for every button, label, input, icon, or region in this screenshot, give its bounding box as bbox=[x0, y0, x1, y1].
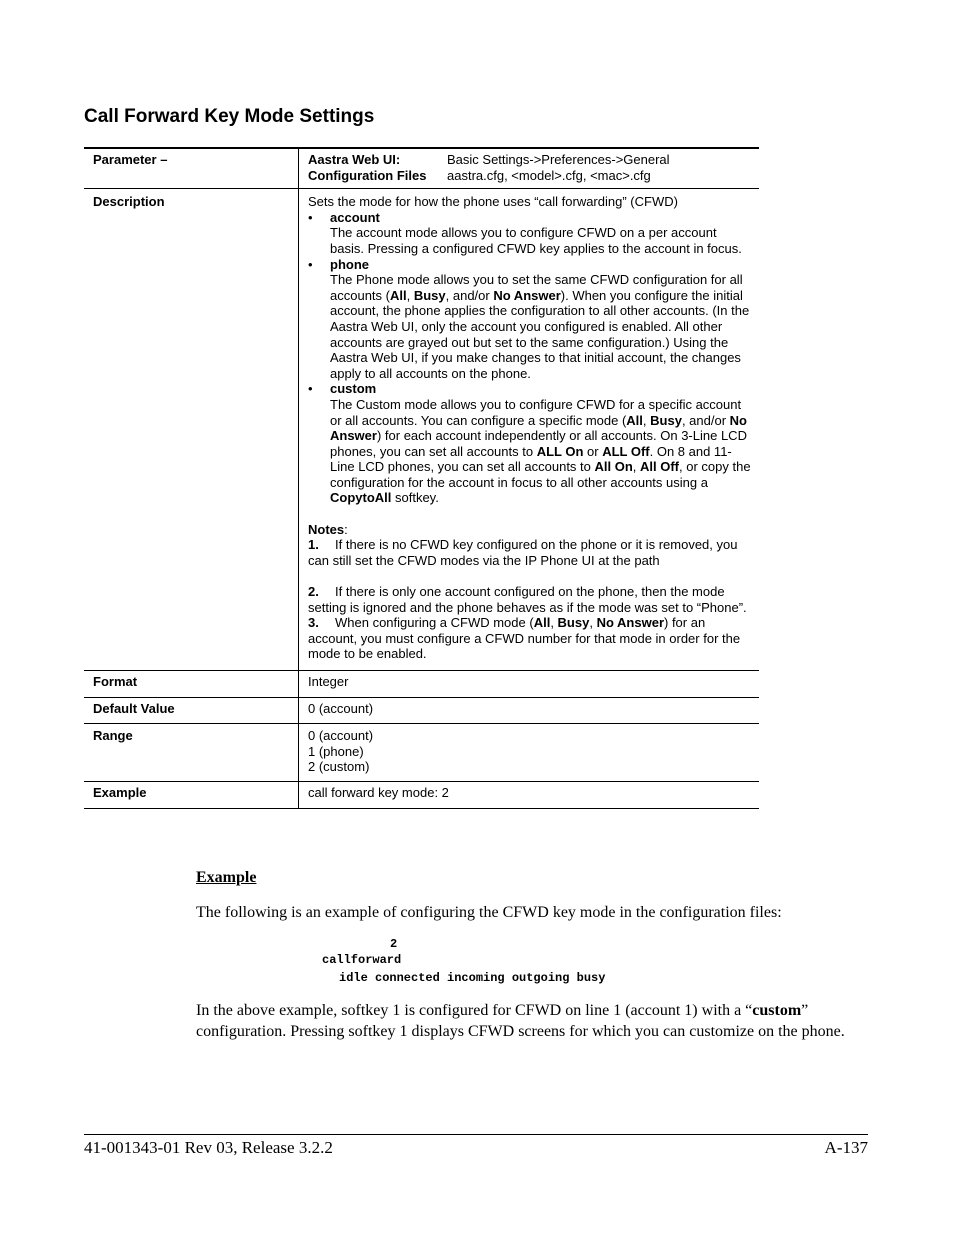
parameter-source-cell bbox=[299, 148, 760, 189]
code-line: 2 bbox=[390, 937, 398, 951]
description-cell bbox=[299, 189, 760, 671]
example-label: Example bbox=[84, 781, 299, 808]
web-ui-label: Aastra Web UI: bbox=[308, 152, 401, 167]
range-value: 2 (custom) bbox=[308, 759, 370, 775]
notes-block bbox=[308, 522, 751, 662]
format-label: Format bbox=[84, 671, 299, 698]
notes-heading: Notes: bbox=[308, 521, 348, 537]
phone-mode-name: phone bbox=[330, 256, 369, 272]
description-row bbox=[84, 189, 759, 671]
code-line: callforward bbox=[322, 953, 402, 967]
config-files-label: Configuration Files bbox=[308, 167, 427, 183]
parameter-table bbox=[84, 147, 759, 809]
range-row bbox=[84, 724, 759, 782]
page-title: Call Forward Key Mode Settings bbox=[84, 106, 375, 127]
example-row bbox=[84, 781, 759, 808]
parameter-label: Parameter – bbox=[84, 148, 299, 189]
example-intro: The following is an example of configuring the CFWD key mode in the configuration files: bbox=[196, 904, 782, 921]
config-files-value: aastra.cfg, <model>.cfg, <mac>.cfg bbox=[447, 167, 651, 183]
note-2: 2. If there is only one account configured on the phone, then the mode setting is ignored and the phone behaves as if the mode was set to “Phone”. bbox=[308, 584, 747, 615]
format-value: Integer bbox=[299, 671, 760, 698]
bullet-custom bbox=[308, 381, 751, 506]
code-line: idle connected incoming outgoing busy bbox=[339, 971, 606, 985]
custom-mode-name: custom bbox=[330, 381, 377, 397]
default-value-row bbox=[84, 697, 759, 724]
range-values bbox=[299, 724, 760, 782]
note-1: 1. If there is no CFWD key configured on the phone or it is removed, you can still set the CFWD modes via the IP Phone UI at the path bbox=[308, 537, 738, 568]
example-heading: Example bbox=[196, 869, 257, 886]
description-intro: Sets the mode for how the phone uses “call forwarding” (CFWD) bbox=[308, 194, 678, 210]
footer-divider bbox=[84, 1134, 868, 1135]
default-value: 0 (account) bbox=[299, 697, 760, 724]
note-3: 3. When configuring a CFWD mode (All, Busy, No Answer) for an account, you must configure a CFWD number for that mode in order for the mode to be enabled. bbox=[308, 615, 741, 662]
bullet-account bbox=[308, 210, 751, 257]
range-value: 0 (account) bbox=[308, 728, 374, 744]
bullet-mark: • bbox=[308, 209, 313, 225]
bullet-phone bbox=[308, 257, 751, 382]
example-explanation: In the above example, softkey 1 is configured for CFWD on line 1 (account 1) with a “custom” configuration. Pressing softkey 1 displays CFWD screens for which you can customize on the phone. bbox=[196, 1002, 845, 1040]
footer-doc-id: 41-001343-01 Rev 03, Release 3.2.2 bbox=[84, 1138, 333, 1157]
table-header-row bbox=[84, 148, 759, 189]
custom-mode-text: The Custom mode allows you to configure CFWD for a specific account or all accounts. You can configure a specific mode (All, Busy, and/or No Answer) for each account independently or all accounts. On 3-Line LCD phones, you can set all accounts to ALL On or ALL Off. On 8 and 11-Line LCD phones, you can set all accounts to All On, All Off, or copy the configuration for the account in focus to all other accounts using a CopytoAll softkey. bbox=[330, 396, 751, 506]
range-label: Range bbox=[84, 724, 299, 782]
format-row bbox=[84, 671, 759, 698]
account-mode-text: The account mode allows you to configure CFWD on a per account basis. Pressing a configured CFWD key applies to the account in focus. bbox=[330, 225, 742, 256]
example-value: call forward key mode: 2 bbox=[299, 781, 760, 808]
bullet-mark: • bbox=[308, 381, 313, 397]
bullet-mark: • bbox=[308, 256, 313, 272]
web-ui-value: Basic Settings->Preferences->General bbox=[447, 152, 670, 167]
phone-mode-text: The Phone mode allows you to set the same CFWD configuration for all accounts (All, Busy, and/or No Answer). When you configure the initial account, the phone applies the configuration to all other accounts. (In the Aastra Web UI, only the account you configured is enabled. All other accounts are grayed out but set to the same configuration.) Using the Aastra Web UI, if you make changes to that initial account, the changes apply to all accounts on the phone. bbox=[330, 272, 750, 381]
account-mode-name: account bbox=[330, 209, 380, 225]
default-value-label: Default Value bbox=[84, 697, 299, 724]
description-label: Description bbox=[84, 189, 299, 671]
range-value: 1 (phone) bbox=[308, 743, 364, 759]
page-number: A-137 bbox=[824, 1138, 868, 1157]
